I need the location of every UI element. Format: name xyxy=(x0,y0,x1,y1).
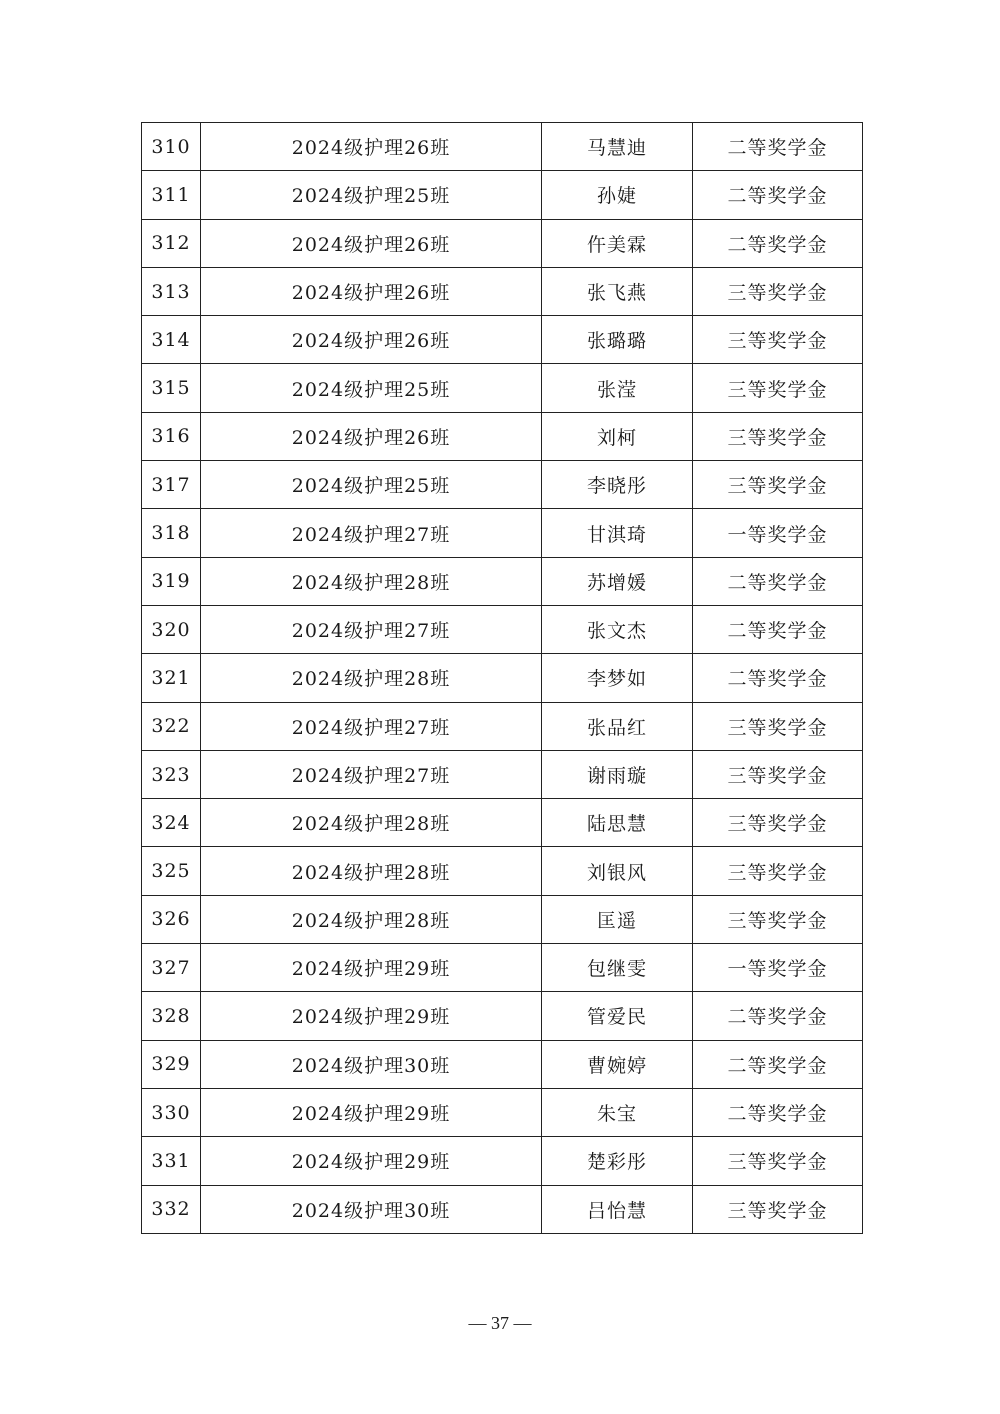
class-cell: 2024级护理29班 xyxy=(201,1088,542,1136)
award-level-cell: 三等奖学金 xyxy=(693,364,863,412)
award-level-cell: 三等奖学金 xyxy=(693,267,863,315)
award-level-cell: 二等奖学金 xyxy=(693,1040,863,1088)
class-cell: 2024级护理28班 xyxy=(201,557,542,605)
award-level-cell: 二等奖学金 xyxy=(693,219,863,267)
class-cell: 2024级护理25班 xyxy=(201,364,542,412)
table-row xyxy=(142,847,863,895)
row-number-cell: 324 xyxy=(142,799,201,847)
award-level-cell: 二等奖学金 xyxy=(693,123,863,171)
student-name-cell: 曹婉婷 xyxy=(542,1040,693,1088)
class-cell: 2024级护理29班 xyxy=(201,992,542,1040)
row-number-cell: 328 xyxy=(142,992,201,1040)
class-cell: 2024级护理28班 xyxy=(201,654,542,702)
student-name-cell: 张文杰 xyxy=(542,605,693,653)
class-cell: 2024级护理26班 xyxy=(201,412,542,460)
table-row xyxy=(142,944,863,992)
table-row xyxy=(142,750,863,798)
student-name-cell: 楚彩彤 xyxy=(542,1137,693,1185)
table-row xyxy=(142,412,863,460)
student-name-cell: 李梦如 xyxy=(542,654,693,702)
award-level-cell: 三等奖学金 xyxy=(693,461,863,509)
class-cell: 2024级护理30班 xyxy=(201,1040,542,1088)
award-level-cell: 三等奖学金 xyxy=(693,1185,863,1233)
student-name-cell: 张飞燕 xyxy=(542,267,693,315)
student-name-cell: 朱宝 xyxy=(542,1088,693,1136)
class-cell: 2024级护理27班 xyxy=(201,750,542,798)
award-level-cell: 二等奖学金 xyxy=(693,654,863,702)
table-row xyxy=(142,992,863,1040)
table-row xyxy=(142,171,863,219)
class-cell: 2024级护理25班 xyxy=(201,171,542,219)
award-level-cell: 三等奖学金 xyxy=(693,316,863,364)
student-name-cell: 李晓彤 xyxy=(542,461,693,509)
row-number-cell: 318 xyxy=(142,509,201,557)
student-name-cell: 吕怡慧 xyxy=(542,1185,693,1233)
table-row xyxy=(142,1088,863,1136)
student-name-cell: 马慧迪 xyxy=(542,123,693,171)
student-name-cell: 谢雨璇 xyxy=(542,750,693,798)
table-row xyxy=(142,1185,863,1233)
page-number: — 37 — xyxy=(468,1313,532,1333)
row-number-cell: 325 xyxy=(142,847,201,895)
student-name-cell: 刘银风 xyxy=(542,847,693,895)
row-number-cell: 331 xyxy=(142,1137,201,1185)
student-name-cell: 张品红 xyxy=(542,702,693,750)
table-row xyxy=(142,702,863,750)
table-row xyxy=(142,123,863,171)
student-name-cell: 包继雯 xyxy=(542,944,693,992)
row-number-cell: 327 xyxy=(142,944,201,992)
award-level-cell: 三等奖学金 xyxy=(693,847,863,895)
class-cell: 2024级护理28班 xyxy=(201,847,542,895)
class-cell: 2024级护理26班 xyxy=(201,219,542,267)
class-cell: 2024级护理30班 xyxy=(201,1185,542,1233)
scholarship-table-body xyxy=(142,123,863,1234)
class-cell: 2024级护理28班 xyxy=(201,895,542,943)
table-row xyxy=(142,799,863,847)
table-row xyxy=(142,364,863,412)
row-number-cell: 323 xyxy=(142,750,201,798)
student-name-cell: 陆思慧 xyxy=(542,799,693,847)
row-number-cell: 313 xyxy=(142,267,201,315)
award-level-cell: 二等奖学金 xyxy=(693,605,863,653)
class-cell: 2024级护理25班 xyxy=(201,461,542,509)
row-number-cell: 332 xyxy=(142,1185,201,1233)
class-cell: 2024级护理26班 xyxy=(201,123,542,171)
row-number-cell: 312 xyxy=(142,219,201,267)
award-level-cell: 二等奖学金 xyxy=(693,1088,863,1136)
student-name-cell: 张滢 xyxy=(542,364,693,412)
row-number-cell: 314 xyxy=(142,316,201,364)
class-cell: 2024级护理29班 xyxy=(201,944,542,992)
row-number-cell: 329 xyxy=(142,1040,201,1088)
class-cell: 2024级护理28班 xyxy=(201,799,542,847)
table-row xyxy=(142,219,863,267)
row-number-cell: 317 xyxy=(142,461,201,509)
class-cell: 2024级护理27班 xyxy=(201,509,542,557)
scholarship-table xyxy=(141,122,863,1234)
award-level-cell: 三等奖学金 xyxy=(693,1137,863,1185)
class-cell: 2024级护理26班 xyxy=(201,316,542,364)
student-name-cell: 管爱民 xyxy=(542,992,693,1040)
row-number-cell: 330 xyxy=(142,1088,201,1136)
student-name-cell: 甘淇琦 xyxy=(542,509,693,557)
row-number-cell: 326 xyxy=(142,895,201,943)
table-row xyxy=(142,1137,863,1185)
award-level-cell: 一等奖学金 xyxy=(693,944,863,992)
award-level-cell: 二等奖学金 xyxy=(693,557,863,605)
table-row xyxy=(142,654,863,702)
class-cell: 2024级护理27班 xyxy=(201,605,542,653)
award-level-cell: 二等奖学金 xyxy=(693,992,863,1040)
award-level-cell: 三等奖学金 xyxy=(693,412,863,460)
award-level-cell: 三等奖学金 xyxy=(693,702,863,750)
award-level-cell: 二等奖学金 xyxy=(693,171,863,219)
row-number-cell: 310 xyxy=(142,123,201,171)
row-number-cell: 315 xyxy=(142,364,201,412)
row-number-cell: 321 xyxy=(142,654,201,702)
row-number-cell: 316 xyxy=(142,412,201,460)
class-cell: 2024级护理26班 xyxy=(201,267,542,315)
table-row xyxy=(142,509,863,557)
row-number-cell: 311 xyxy=(142,171,201,219)
class-cell: 2024级护理29班 xyxy=(201,1137,542,1185)
student-name-cell: 仵美霖 xyxy=(542,219,693,267)
table-row xyxy=(142,895,863,943)
student-name-cell: 苏增媛 xyxy=(542,557,693,605)
student-name-cell: 刘柯 xyxy=(542,412,693,460)
row-number-cell: 322 xyxy=(142,702,201,750)
class-cell: 2024级护理27班 xyxy=(201,702,542,750)
award-level-cell: 三等奖学金 xyxy=(693,799,863,847)
award-level-cell: 一等奖学金 xyxy=(693,509,863,557)
table-row xyxy=(142,1040,863,1088)
student-name-cell: 孙婕 xyxy=(542,171,693,219)
student-name-cell: 匡遥 xyxy=(542,895,693,943)
table-row xyxy=(142,267,863,315)
award-level-cell: 三等奖学金 xyxy=(693,750,863,798)
row-number-cell: 320 xyxy=(142,605,201,653)
row-number-cell: 319 xyxy=(142,557,201,605)
table-row xyxy=(142,316,863,364)
award-level-cell: 三等奖学金 xyxy=(693,895,863,943)
student-name-cell: 张璐璐 xyxy=(542,316,693,364)
table-row xyxy=(142,557,863,605)
table-row xyxy=(142,605,863,653)
table-row xyxy=(142,461,863,509)
